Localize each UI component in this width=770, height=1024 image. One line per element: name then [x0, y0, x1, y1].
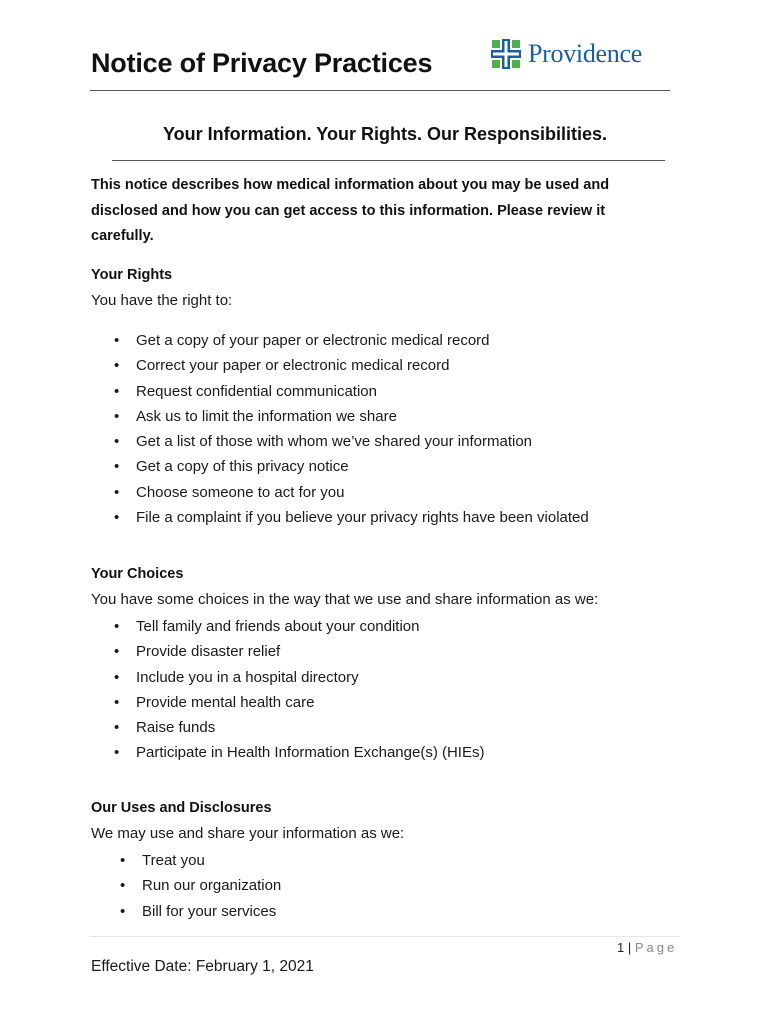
bullet-icon: • [120, 852, 126, 869]
page-number-separator: | [624, 940, 635, 955]
providence-logo [490, 37, 642, 71]
list-item-text: Participate in Health Information Exchange(s) (HIEs) [136, 744, 485, 762]
logo-wordmark: Providence [528, 39, 642, 68]
bullet-icon: • [114, 433, 120, 451]
list-item-text: Get a list of those with whom we’ve shared your information [136, 433, 533, 451]
list-item-text: Provide mental health care [136, 693, 315, 711]
subtitle-divider [112, 160, 665, 161]
page-subtitle: Your Information. Your Rights. Our Responsibilities. [162, 124, 608, 144]
uses-heading: Our Uses and Disclosures [91, 800, 272, 816]
list-item-text: Request confidential communication [136, 382, 377, 400]
bullet-icon: • [114, 407, 120, 425]
providence-cross-icon [490, 38, 522, 70]
list-item-text: Include you in a hospital directory [136, 668, 359, 686]
choices-heading: Your Choices [91, 566, 184, 582]
title-divider [90, 90, 670, 91]
rights-lead: You have the right to: [91, 292, 233, 309]
list-item-text: Correct your paper or electronic medical record [136, 357, 450, 375]
bullet-icon: • [114, 332, 120, 349]
list-item-text: Treat you [142, 852, 205, 869]
bullet-icon: • [114, 509, 120, 527]
page-number [617, 940, 677, 955]
bullet-icon: • [114, 618, 120, 635]
bullet-icon: • [114, 382, 120, 400]
footer-divider [90, 936, 680, 937]
list-item-text: Run our organization [142, 877, 282, 895]
bullet-icon: • [114, 668, 120, 686]
intro-paragraph: This notice describes how medical information about you may be used and disclosed and how you can get access to this information. Please review it carefully. [91, 177, 610, 244]
bullet-icon: • [120, 877, 126, 895]
page-number-value: 1 [617, 940, 625, 955]
bullet-icon: • [114, 483, 120, 501]
list-item-text: Ask us to limit the information we share [136, 407, 397, 425]
bullet-icon: • [114, 693, 120, 711]
bullet-icon: • [114, 458, 120, 476]
list-item-text: File a complaint if you believe your privacy rights have been violated [136, 509, 589, 527]
bullet-icon: • [114, 357, 120, 375]
bullet-icon: • [114, 643, 120, 661]
bullet-icon: • [114, 744, 120, 762]
list-item-text: Provide disaster relief [136, 643, 281, 661]
list-item-text: Get a copy of your paper or electronic medical record [136, 332, 490, 349]
bullet-icon: • [114, 719, 120, 737]
list-item-text: Bill for your services [142, 902, 277, 920]
rights-heading: Your Rights [91, 267, 173, 283]
page-title: Notice of Privacy Practices [91, 48, 433, 78]
choices-lead: You have some choices in the way that we use and share information as we: [91, 591, 599, 608]
list-item-text: Raise funds [136, 719, 216, 737]
page-label: Page [634, 940, 678, 955]
uses-lead: We may use and share your information as we: [91, 825, 405, 842]
list-item-text: Choose someone to act for you [136, 483, 345, 501]
list-item-text: Tell family and friends about your condition [136, 618, 420, 635]
list-item-text: Get a copy of this privacy notice [136, 458, 349, 476]
effective-date: Effective Date: February 1, 2021 [91, 958, 314, 975]
bullet-icon: • [120, 902, 126, 920]
